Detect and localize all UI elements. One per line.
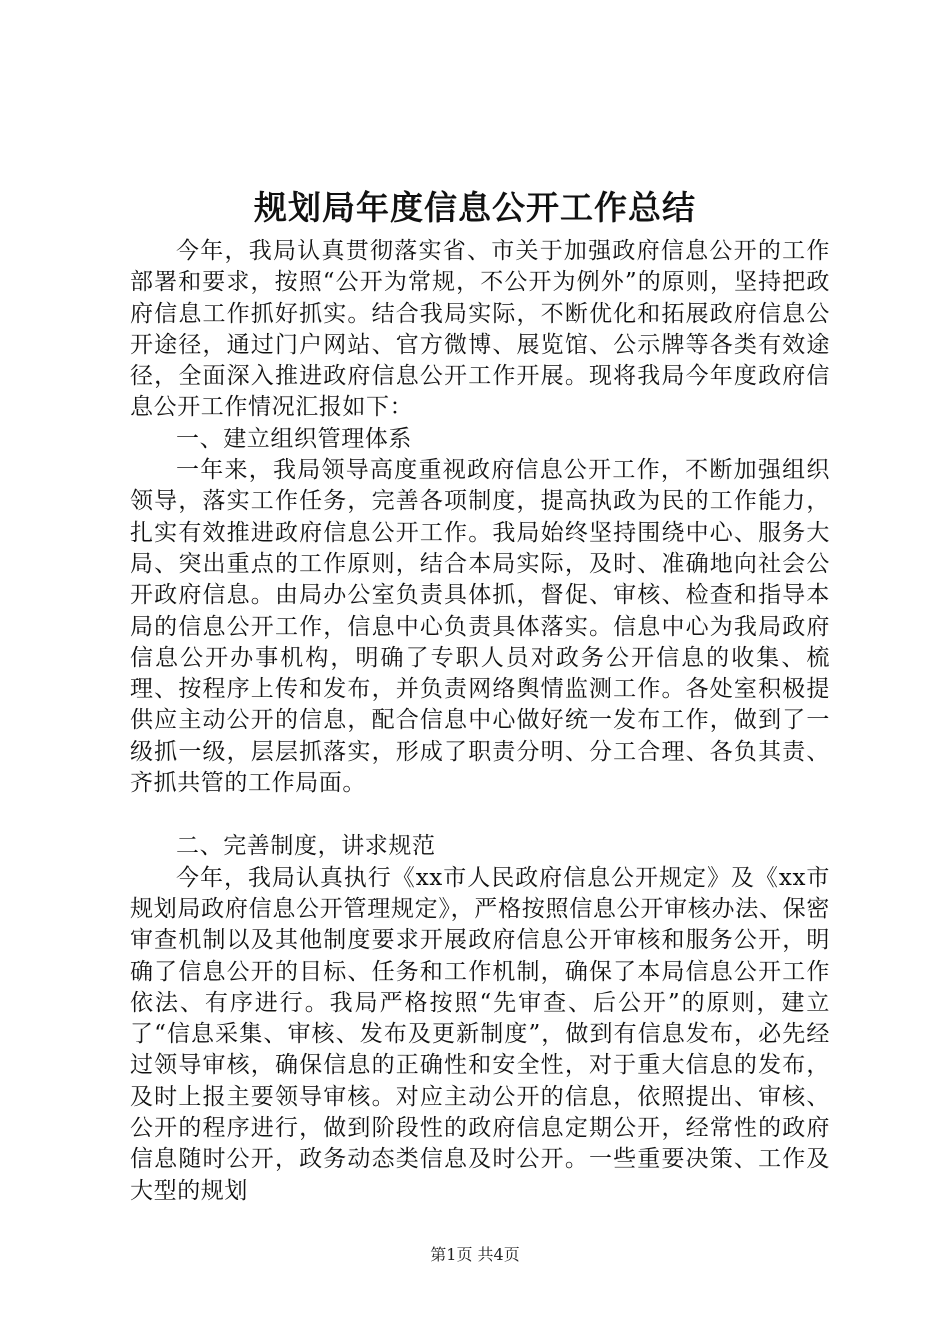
page-number-footer: 第1页 共4页 xyxy=(430,1245,520,1264)
section-1-heading: 一、建立组织管理体系 xyxy=(176,425,412,452)
document-body xyxy=(130,236,830,1207)
section-2-heading: 二、完善制度，讲求规范 xyxy=(176,833,436,860)
intro-paragraph: 今年，我局认真贯彻落实省、市关于加强政府信息公开的工作部署和要求，按照“公开为常规，不公开为例外”的原则，坚持把政府信息工作抓好抓实。结合我局实际，不断优化和拓展政府信息公开途径，通过门户网站、官方微博、展览馆、公示牌等各类有效途径，全面深入推进政府信息公开工作开展。现将我局今年度政府信息公开工作情况汇报如下： xyxy=(130,238,830,421)
section-1-paragraph: 一年来，我局领导高度重视政府信息公开工作，不断加强组织领导，落实工作任务，完善各项制度，提高执政为民的工作能力，扎实有效推进政府信息公开工作。我局始终坚持围绕中心、服务大局、突出重点的工作原则，结合本局实际，及时、准确地向社会公开政府信息。由局办公室负责具体抓，督促、审核、检查和指导本局的信息公开工作，信息中心负责具体落实。信息中心为我局政府信息公开办事机构，明确了专职人员对政务公开信息的收集、梳理、按程序上传和发布，并负责网络舆情监测工作。各处室积极提供应主动公开的信息，配合信息中心做好统一发布工作，做到了一级抓一级，层层抓落实，形成了职责分明、分工合理、各负其责、齐抓共管的工作局面。 xyxy=(130,457,830,797)
section-spacer xyxy=(130,799,830,831)
document-title: 规划局年度信息公开工作总结 xyxy=(254,188,696,227)
section-2-paragraph: 今年，我局认真执行《xx市人民政府信息公开规定》及《xx市规划局政府信息公开管理规定》，严格按照信息公开审核办法、保密审查机制以及其他制度要求开展政府信息公开审核和服务公开，明确了信息公开的目标、任务和工作机制，确保了本局信息公开工作依法、有序进行。我局严格按照“先审查、后公开”的原则，建立了“信息采集、审核、发布及更新制度”，做到有信息发布，必先经过领导审核，确保信息的正确性和安全性，对于重大信息的发布，及时上报主要领导审核。对应主动公开的信息，依照提出、审核、公开的程序进行，做到阶段性的政府信息定期公开，经常性的政府信息随时公开，政务动态类信息及时公开。一些重要决策、工作及大型的规划 xyxy=(130,864,830,1204)
